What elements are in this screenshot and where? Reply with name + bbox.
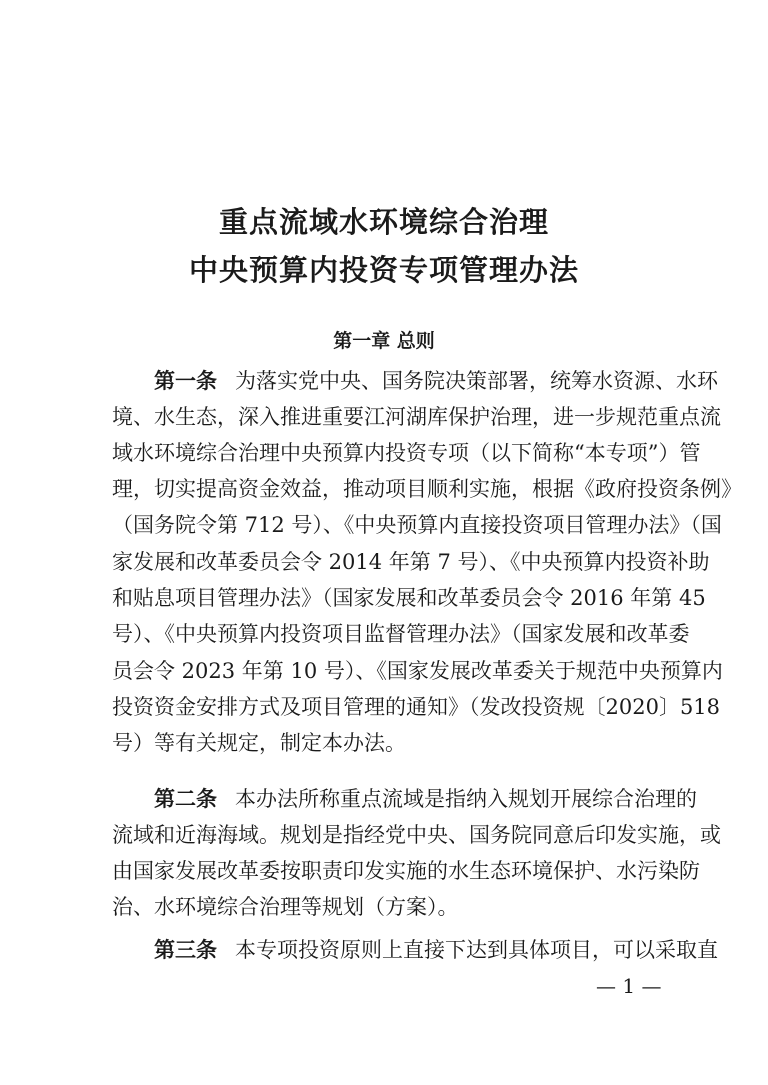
article-2-label: 第二条 xyxy=(154,787,217,811)
article-1-line-8: 号）、《中央预算内投资项目监督管理办法》（国家发展和改革委 xyxy=(112,622,690,646)
article-1-line-1: 第一条 为落实党中央、国务院决策部署，统筹水资源、水环 xyxy=(154,369,718,393)
article-3-line-1: 第三条 本专项投资原则上直接下达到具体项目，可以采取直 xyxy=(154,938,718,962)
article-1-line-2: 境、水生态，深入推进重要江河湖库保护治理，进一步规范重点流 xyxy=(112,405,721,429)
article-1-line-3: 域水环境综合治理中央预算内投资专项（以下简称“本专项”）管 xyxy=(112,441,701,465)
article-1-line-6: 家发展和改革委员会令 2014 年第 7 号）、《中央预算内投资补助 xyxy=(112,550,710,574)
article-1-line-4: 理，切实提高资金效益，推动项目顺利实施，根据《政府投资条例》 xyxy=(112,477,742,501)
article-1-line-11: 号）等有关规定，制定本办法。 xyxy=(112,731,406,755)
article-2-line-4: 治、水环境综合治理等规划（方案）。 xyxy=(112,895,459,919)
article-1-label: 第一条 xyxy=(154,369,217,393)
article-2-line-1: 第二条 本办法所称重点流域是指纳入规划开展综合治理的 xyxy=(154,787,697,811)
article-2-line-2: 流域和近海海域。规划是指经党中央、国务院同意后印发实施，或 xyxy=(112,823,721,847)
page-number: — 1 — xyxy=(596,974,662,998)
document-title-line-1: 重点流域水环境综合治理 xyxy=(218,205,549,239)
chapter-heading: 第一章 总则 xyxy=(333,330,435,352)
document-title-line-2: 中央预算内投资专项管理办法 xyxy=(188,253,579,287)
article-3-label: 第三条 xyxy=(154,938,217,962)
article-1-line-5: （国务院令第 712 号）、《中央预算内直接投资项目管理办法》（国 xyxy=(112,513,722,537)
article-2-line-3: 由国家发展改革委按职责印发实施的水生态环境保护、水污染防 xyxy=(112,859,700,883)
article-1-line-9: 员会令 2023 年第 10 号）、《国家发展改革委关于规范中央预算内 xyxy=(112,659,723,683)
article-1-line-7: 和贴息项目管理办法》（国家发展和改革委员会令 2016 年第 45 xyxy=(112,586,706,610)
article-1-line-10: 投资资金安排方式及项目管理的通知》（发改投资规〔2020〕518 xyxy=(112,695,721,719)
